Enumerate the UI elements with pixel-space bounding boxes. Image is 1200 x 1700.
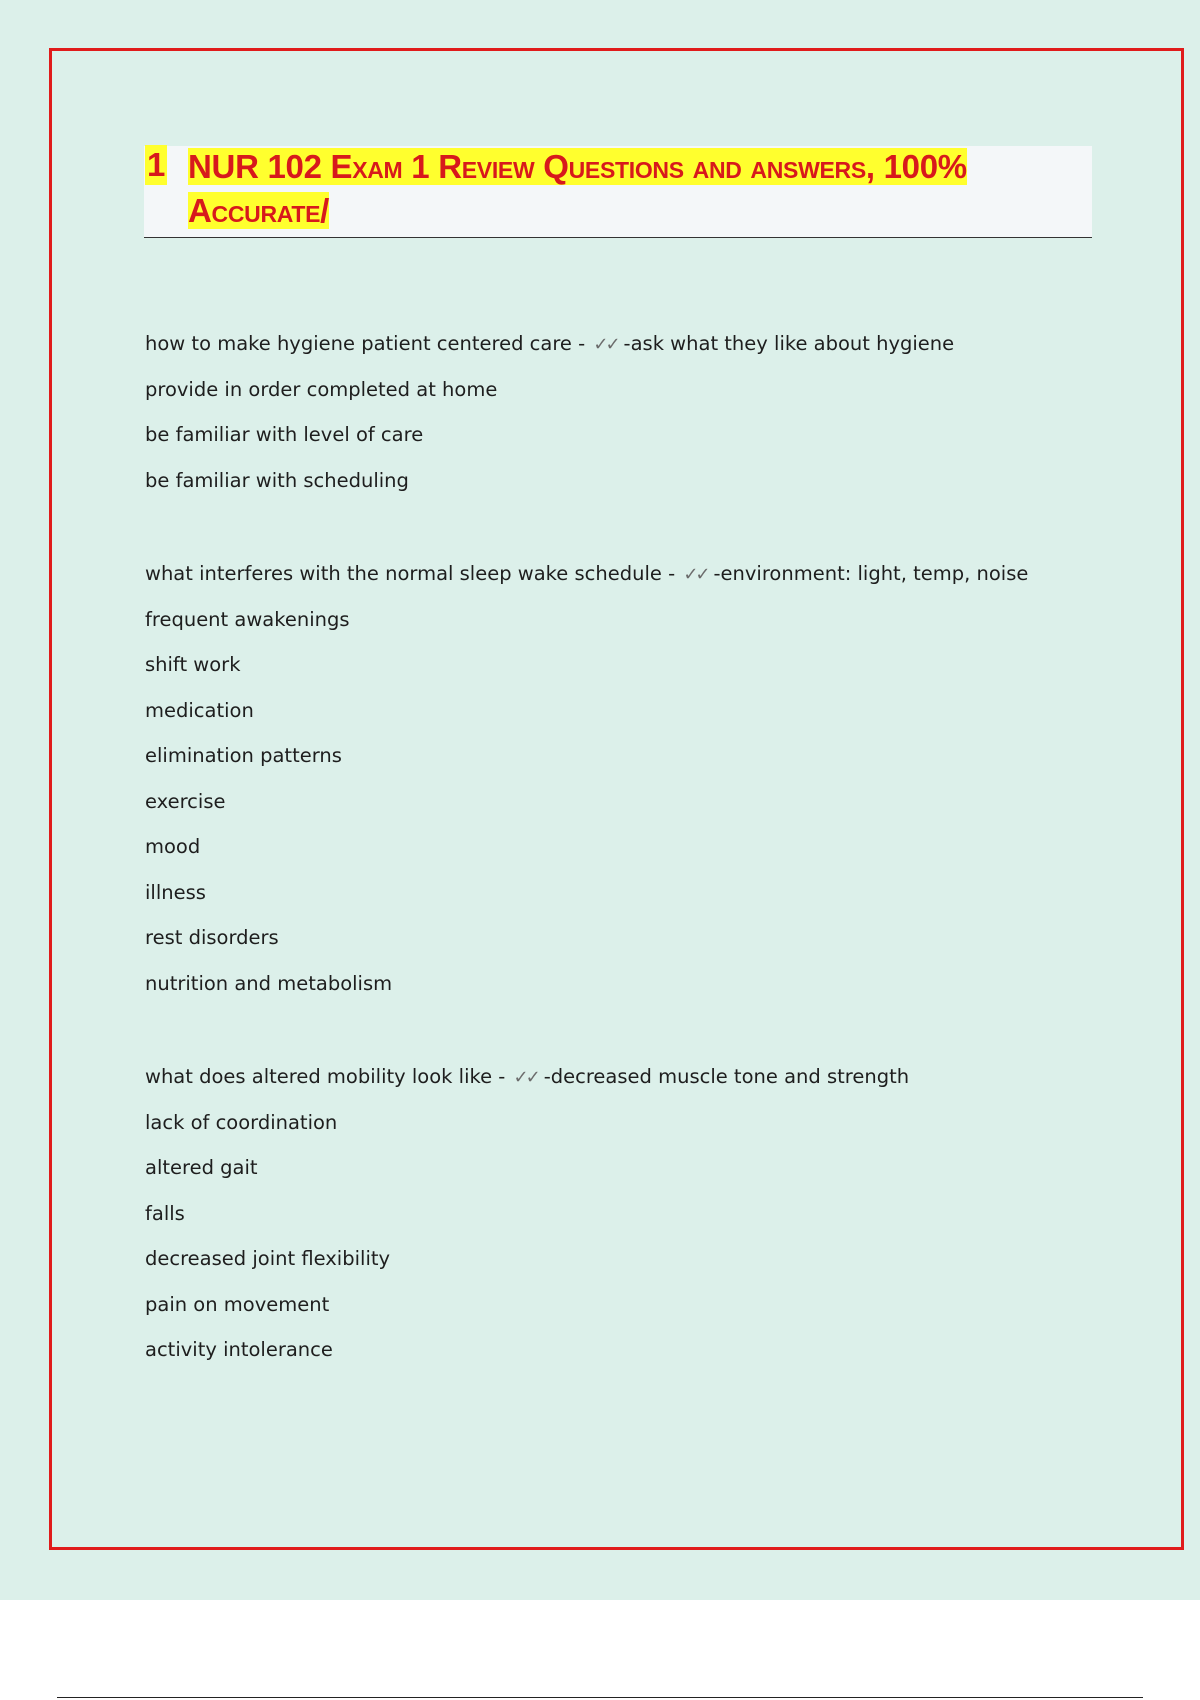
double-check-icon: ✓✓ (513, 1067, 538, 1088)
question-line (145, 1054, 909, 1100)
answer-line: frequent awakenings (145, 607, 350, 631)
answer-line: nutrition and metabolism (145, 971, 393, 995)
document-title-text: NUR 102 Exam 1 Review Questions and answers, 100% Accurate/ (188, 148, 967, 229)
answer-line: be familiar with level of care (145, 423, 424, 446)
answer-line: activity intolerance (145, 1338, 333, 1361)
qa-block-mobility (145, 1054, 909, 1373)
qa-block-hygiene (145, 321, 954, 503)
answer-line: shift work (145, 653, 241, 676)
question-text: what does altered mobility look like - (145, 1065, 506, 1088)
answer-line: rest disorders (145, 926, 279, 949)
answer-text: -decreased muscle tone and strength (543, 1065, 910, 1088)
document-title (188, 145, 1068, 233)
answer-line: falls (145, 1201, 185, 1225)
answer-line: lack of coordination (145, 1110, 338, 1134)
footer-rule (57, 1697, 1143, 1698)
question-line (145, 551, 1028, 597)
question-text: what interferes with the normal sleep wake schedule - (145, 562, 676, 585)
answer-line: mood (145, 835, 201, 858)
answer-text: -ask what they like about hygiene (623, 332, 955, 355)
heading-number: 1 (147, 146, 166, 183)
answer-line: illness (145, 880, 206, 904)
answer-line: be familiar with scheduling (145, 468, 409, 492)
answer-line: pain on movement (145, 1292, 330, 1316)
answer-text: -environment: light, temp, noise (713, 562, 1029, 585)
question-text: how to make hygiene patient centered care - (145, 332, 586, 355)
answer-line: decreased joint flexibility (145, 1247, 391, 1270)
answer-line: altered gait (145, 1156, 258, 1179)
answer-line: elimination patterns (145, 744, 342, 767)
answer-line: provide in order completed at home (145, 377, 498, 401)
qa-block-sleep (145, 551, 1028, 1006)
answer-line: exercise (145, 789, 226, 813)
double-check-icon: ✓✓ (593, 334, 618, 355)
double-check-icon: ✓✓ (683, 564, 708, 585)
answer-line: medication (145, 698, 254, 722)
question-line (145, 321, 954, 367)
